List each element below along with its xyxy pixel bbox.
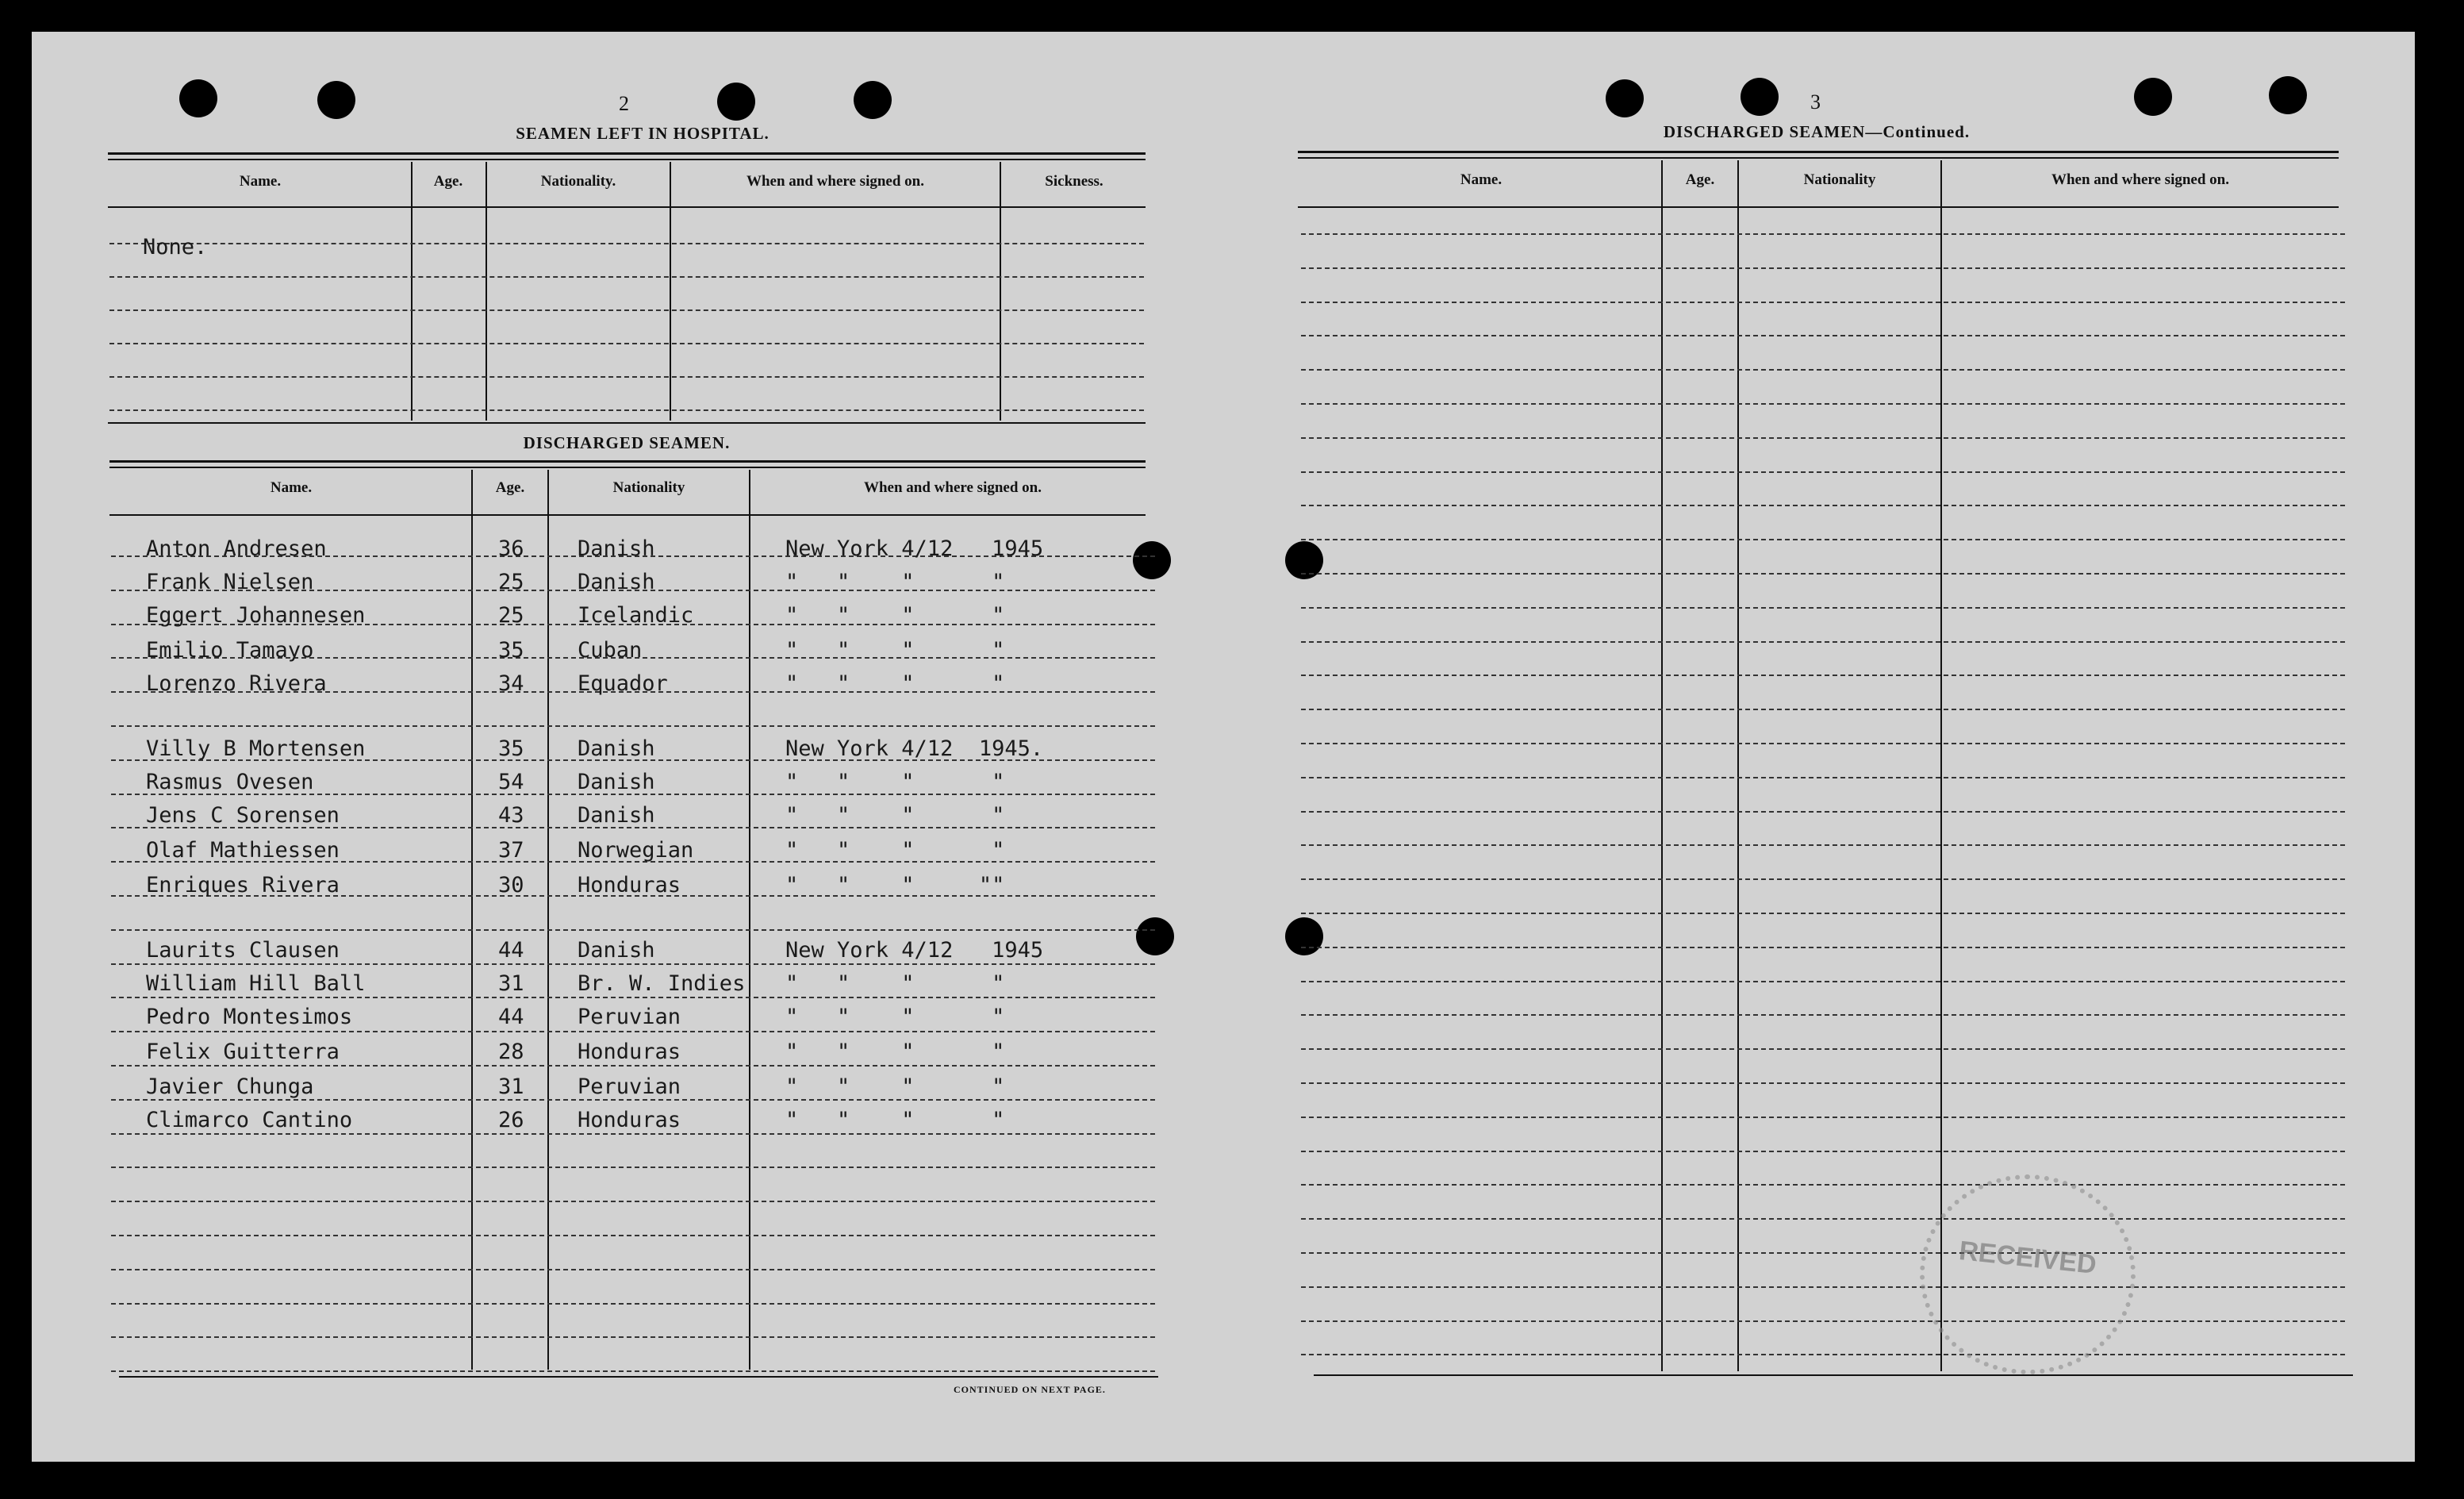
seaman-name: Climarco Cantino: [146, 1108, 353, 1132]
hospital-entry: None.: [143, 235, 208, 259]
ruled-line: [111, 1167, 1155, 1168]
seaman-name: Eggert Johannesen: [146, 603, 366, 628]
rule: [108, 152, 1146, 155]
seaman-name: Javier Chunga: [146, 1074, 314, 1099]
hospital-header-signed-on: When and where signed on.: [746, 173, 924, 190]
seaman-name: Frank Nielsen: [146, 570, 314, 594]
seaman-name: Olaf Mathiessen: [146, 838, 340, 863]
seaman-signed-on: New York 4/12 1945.: [785, 736, 1044, 761]
ruled-line: [111, 725, 1155, 727]
right-header-nationality: Nationality: [1803, 171, 1876, 188]
ruled-line: [1301, 1286, 2345, 1288]
ruled-line: [1301, 1320, 2345, 1322]
seaman-age: 44: [498, 1005, 524, 1029]
seaman-nationality: Honduras: [578, 1040, 681, 1064]
seaman-nationality: Honduras: [578, 1108, 681, 1132]
punch-hole: [1285, 917, 1323, 955]
seaman-signed-on: New York 4/12 1945: [785, 938, 1044, 963]
ruled-line: [1301, 777, 2345, 778]
ruled-line: [111, 1303, 1155, 1305]
punch-hole: [317, 81, 355, 119]
seaman-age: 37: [498, 838, 524, 863]
column-rule: [411, 162, 413, 421]
discharged-header-signed-on: When and where signed on.: [863, 479, 1042, 496]
rule: [109, 514, 1146, 516]
ruled-line: [1301, 267, 2345, 269]
seaman-age: 31: [498, 1074, 524, 1099]
ruled-line: [1301, 573, 2345, 575]
seaman-name: Jens C Sorensen: [146, 803, 340, 828]
seaman-age: 25: [498, 570, 524, 594]
seaman-signed-on: " " " ": [785, 638, 1005, 663]
seaman-name: Anton Andresen: [146, 536, 327, 561]
seaman-signed-on: " " " ": [785, 770, 1005, 794]
rule: [108, 159, 1146, 160]
seaman-nationality: Norwegian: [578, 838, 694, 863]
seaman-age: 36: [498, 536, 524, 561]
ruled-line: [109, 243, 1144, 244]
punch-hole: [1133, 541, 1171, 579]
column-rule: [1940, 160, 1942, 1371]
seaman-age: 35: [498, 736, 524, 761]
ruled-line: [1301, 1252, 2345, 1254]
seaman-signed-on: " " " ": [785, 671, 1005, 696]
seaman-signed-on: " " " ": [785, 1040, 1005, 1064]
ruled-line: [111, 1235, 1155, 1236]
ruled-line: [109, 376, 1144, 378]
received-stamp: [1920, 1174, 2136, 1374]
ruled-line: [1301, 641, 2345, 643]
seaman-nationality: Icelandic: [578, 603, 694, 628]
ruled-line: [1301, 471, 2345, 473]
ruled-line: [1301, 947, 2345, 948]
seaman-signed-on: New York 4/12 1945: [785, 536, 1044, 561]
rule: [119, 1376, 1158, 1378]
ruled-line: [111, 1099, 1155, 1101]
ruled-line: [1301, 1354, 2345, 1355]
seaman-age: 44: [498, 938, 524, 963]
seaman-name: Pedro Montesimos: [146, 1005, 353, 1029]
seaman-nationality: Equador: [578, 671, 668, 696]
rule: [1298, 206, 2339, 208]
hospital-section-title: SEAMEN LEFT IN HOSPITAL.: [516, 124, 770, 143]
seaman-nationality: Danish: [578, 938, 655, 963]
rule: [1298, 151, 2339, 153]
seaman-name: Lorenzo Rivera: [146, 671, 327, 696]
rule: [109, 467, 1146, 468]
seaman-nationality: Honduras: [578, 873, 681, 897]
seaman-nationality: Br. W. Indies: [578, 971, 746, 996]
seaman-signed-on: " " " ": [785, 1108, 1005, 1132]
seaman-signed-on: " " " ": [785, 971, 1005, 996]
ruled-line: [1301, 539, 2345, 540]
seaman-name: William Hill Ball: [146, 971, 366, 996]
seaman-name: Laurits Clausen: [146, 938, 340, 963]
seaman-nationality: Danish: [578, 736, 655, 761]
ruled-line: [1301, 505, 2345, 506]
ruled-line: [111, 1269, 1155, 1270]
ruled-line: [1301, 1117, 2345, 1118]
ruled-line: [109, 409, 1144, 411]
seaman-name: Villy B Mortensen: [146, 736, 366, 761]
punch-hole: [1741, 78, 1779, 116]
seaman-name: Felix Guitterra: [146, 1040, 340, 1064]
column-rule: [1000, 162, 1001, 421]
hospital-header-sickness: Sickness.: [1045, 173, 1103, 190]
ruled-line: [111, 1370, 1155, 1372]
seaman-signed-on: " " " ": [785, 603, 1005, 628]
ruled-line: [1301, 1184, 2345, 1186]
seaman-nationality: Danish: [578, 570, 655, 594]
punch-hole: [717, 83, 755, 121]
seaman-nationality: Danish: [578, 770, 655, 794]
ruled-line: [1301, 709, 2345, 710]
seaman-signed-on: " " " ": [785, 570, 1005, 594]
seaman-signed-on: " " " ": [785, 1074, 1005, 1099]
discharged-header-nationality: Nationality: [612, 479, 685, 496]
seaman-nationality: Peruvian: [578, 1074, 681, 1099]
rule: [108, 422, 1146, 424]
ruled-line: [1301, 1048, 2345, 1050]
seaman-age: 25: [498, 603, 524, 628]
seaman-age: 54: [498, 770, 524, 794]
page-number-right: 3: [1810, 90, 1821, 113]
ruled-line: [1301, 335, 2345, 336]
ruled-line: [1301, 1218, 2345, 1220]
seaman-age: 34: [498, 671, 524, 696]
seaman-signed-on: " " " "": [785, 873, 1005, 897]
seaman-name: Enriques Rivera: [146, 873, 340, 897]
rule: [1298, 157, 2339, 159]
ruled-line: [1301, 844, 2345, 846]
punch-hole: [179, 79, 217, 117]
ruled-line: [1301, 437, 2345, 439]
column-rule: [670, 162, 671, 421]
seaman-nationality: Peruvian: [578, 1005, 681, 1029]
hospital-header-age: Age.: [433, 173, 463, 190]
right-section-title: DISCHARGED SEAMEN—Continued.: [1663, 122, 1971, 141]
punch-hole: [1136, 917, 1174, 955]
seaman-signed-on: " " " ": [785, 803, 1005, 828]
punch-hole: [1606, 79, 1644, 117]
seaman-nationality: Danish: [578, 536, 655, 561]
ruled-line: [1301, 981, 2345, 982]
punch-hole: [2269, 76, 2307, 114]
continued-note: CONTINUED ON NEXT PAGE.: [954, 1384, 1106, 1395]
ruled-line: [1301, 1082, 2345, 1084]
ruled-line: [1301, 403, 2345, 405]
ruled-line: [111, 1065, 1155, 1067]
right-header-signed-on: When and where signed on.: [2051, 171, 2229, 188]
discharged-header-age: Age.: [495, 479, 525, 496]
ruled-line: [1301, 302, 2345, 303]
punch-hole: [854, 81, 892, 119]
seaman-signed-on: " " " ": [785, 838, 1005, 863]
ruled-line: [111, 1201, 1155, 1202]
seaman-nationality: Cuban: [578, 638, 643, 663]
rule: [109, 460, 1146, 463]
ruled-line: [1301, 878, 2345, 880]
discharged-section-title: DISCHARGED SEAMEN.: [523, 433, 731, 452]
ruled-line: [109, 343, 1144, 344]
ruled-line: [111, 1031, 1155, 1032]
ruled-line: [111, 997, 1155, 998]
seaman-age: 35: [498, 638, 524, 663]
ruled-line: [1301, 913, 2345, 914]
ruled-line: [1301, 369, 2345, 371]
ruled-line: [1301, 675, 2345, 676]
ruled-line: [1301, 607, 2345, 609]
hospital-header-name: Name.: [239, 173, 282, 190]
right-header-age: Age.: [1685, 171, 1715, 188]
hospital-header-nationality: Nationality.: [540, 173, 616, 190]
rule: [108, 206, 1146, 208]
page-number-left: 2: [619, 92, 629, 115]
ruled-line: [1301, 811, 2345, 813]
punch-hole: [2134, 78, 2172, 116]
seaman-age: 30: [498, 873, 524, 897]
seaman-age: 43: [498, 803, 524, 828]
ruled-line: [1301, 1151, 2345, 1152]
seaman-name: Rasmus Ovesen: [146, 770, 314, 794]
ruled-line: [1301, 1014, 2345, 1016]
seaman-nationality: Danish: [578, 803, 655, 828]
discharged-header-name: Name.: [270, 479, 313, 496]
ruled-line: [111, 929, 1155, 931]
ruled-line: [109, 309, 1144, 311]
ruled-line: [111, 963, 1155, 965]
right-header-name: Name.: [1460, 171, 1503, 188]
column-rule: [1737, 160, 1739, 1371]
ruled-line: [1301, 743, 2345, 744]
ruled-line: [111, 1133, 1155, 1135]
ruled-line: [109, 276, 1144, 278]
seaman-age: 31: [498, 971, 524, 996]
column-rule: [486, 162, 487, 421]
seaman-signed-on: " " " ": [785, 1005, 1005, 1029]
ruled-line: [111, 1336, 1155, 1338]
stamp-text: RECEIVED: [1957, 1236, 2098, 1280]
seaman-age: 26: [498, 1108, 524, 1132]
ruled-line: [1301, 233, 2345, 235]
seaman-age: 28: [498, 1040, 524, 1064]
column-rule: [1661, 160, 1663, 1371]
seaman-name: Emilio Tamayo: [146, 638, 314, 663]
rule: [1314, 1374, 2353, 1376]
